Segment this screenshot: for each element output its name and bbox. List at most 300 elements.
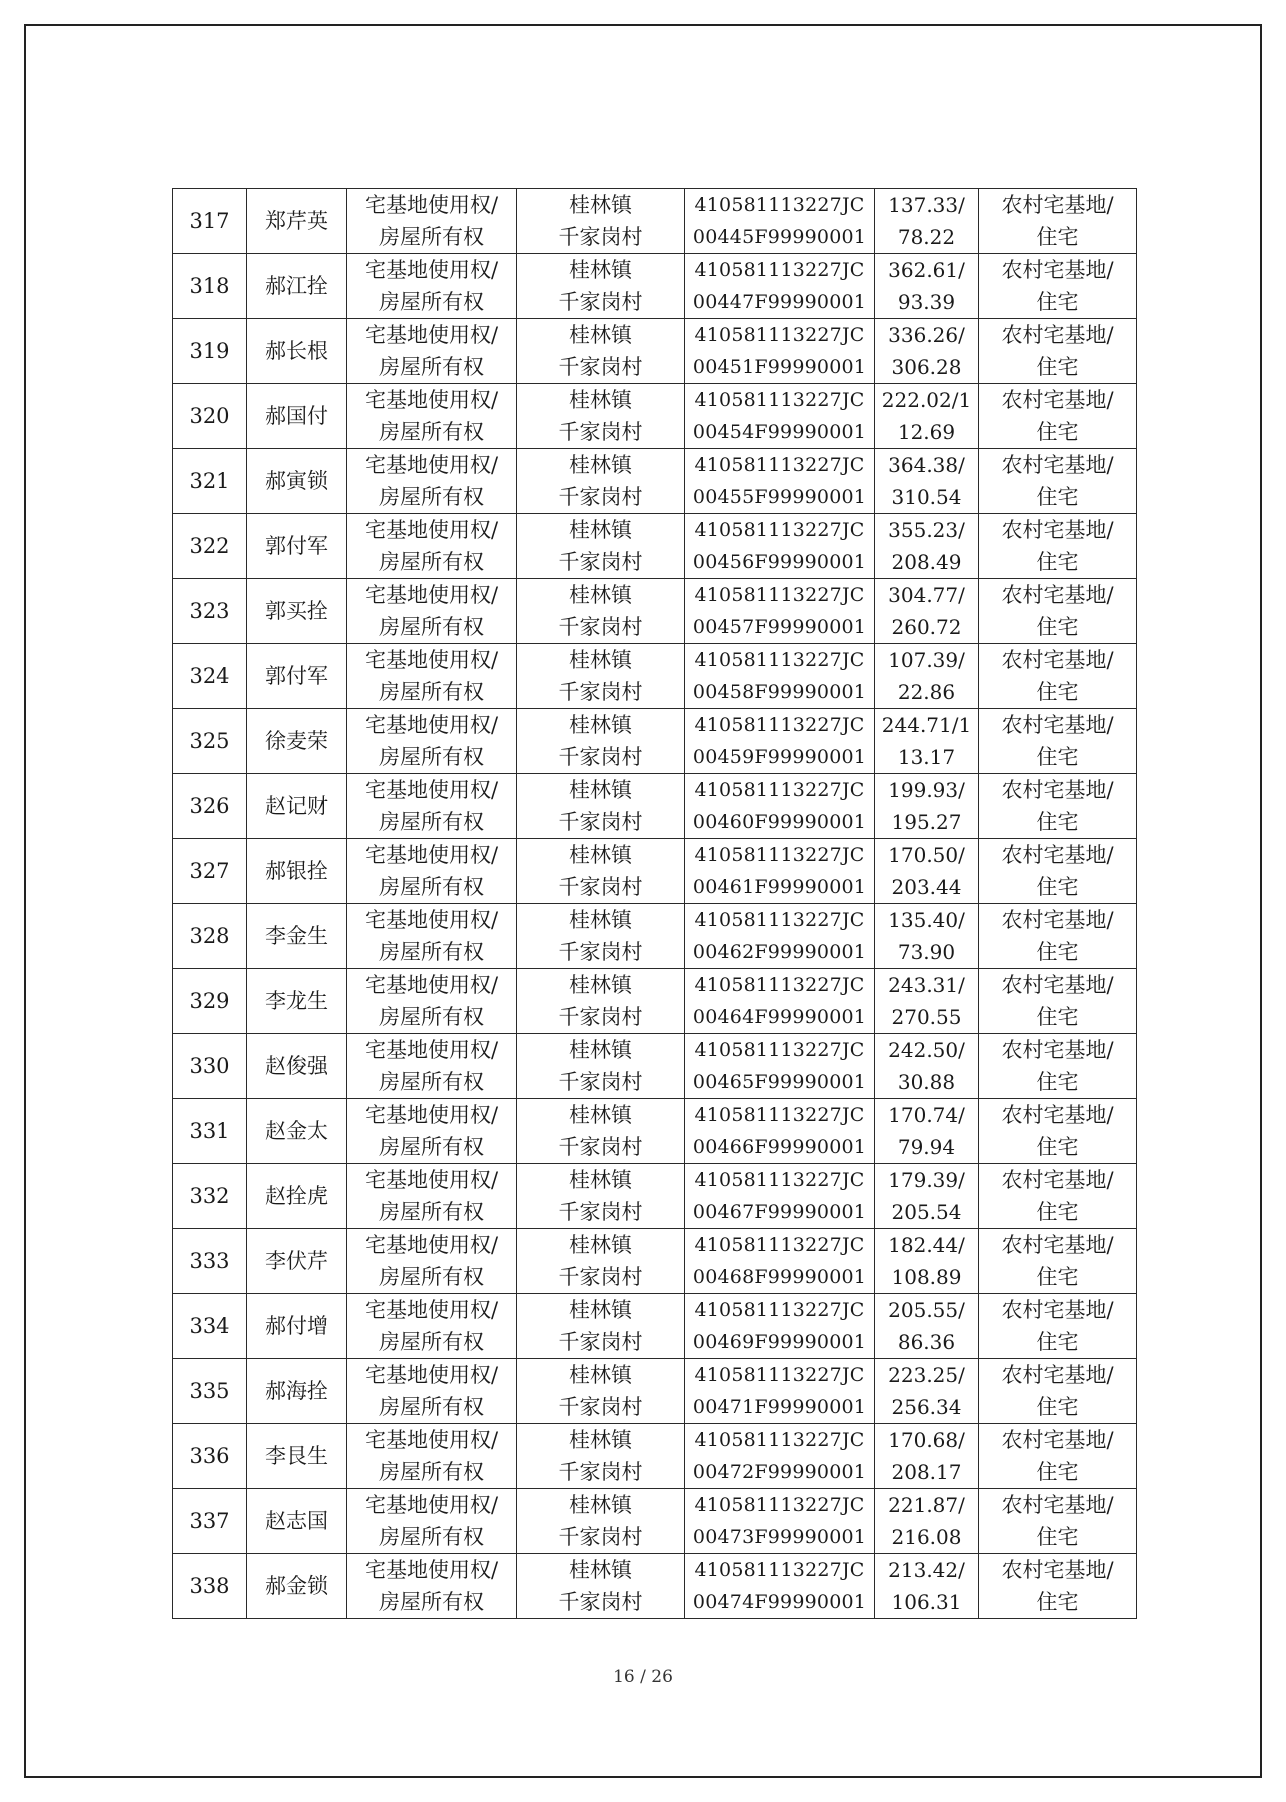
owner-name-cell-line-1: 赵俊强 (265, 1054, 328, 1078)
area-cell-line-2: 205.54 (891, 1200, 962, 1224)
row-number-cell-line-1: 320 (189, 404, 230, 428)
right-type-cell-line-2: 房屋所有权 (379, 810, 484, 834)
right-type-cell-line-2: 房屋所有权 (379, 1590, 484, 1614)
usage-cell (979, 1294, 1137, 1359)
location-cell-line-2: 千家岗村 (558, 1005, 643, 1029)
right-type-cell-line-2: 房屋所有权 (379, 1265, 484, 1289)
usage-cell-line-2: 住宅 (1036, 1265, 1079, 1289)
location-cell (517, 1554, 685, 1619)
right-type-cell-line-1: 宅基地使用权/ (364, 1298, 499, 1322)
usage-cell-line-1: 农村宅基地/ (1001, 583, 1114, 607)
location-cell (517, 254, 685, 319)
usage-cell-line-1: 农村宅基地/ (1001, 1493, 1114, 1517)
right-type-cell-line-1: 宅基地使用权/ (364, 1038, 499, 1062)
location-cell-line-1: 桂林镇 (569, 1363, 632, 1387)
unit-code-cell-line-2: 00451F99990001 (692, 356, 867, 378)
usage-cell (979, 839, 1137, 904)
area-cell (875, 904, 979, 969)
location-cell (517, 514, 685, 579)
location-cell (517, 1034, 685, 1099)
owner-name-cell (247, 254, 347, 319)
unit-code-cell-line-2: 00458F99990001 (692, 681, 867, 703)
row-number-cell (173, 774, 247, 839)
location-cell-line-2: 千家岗村 (558, 1395, 643, 1419)
usage-cell (979, 1164, 1137, 1229)
unit-code-cell (685, 969, 875, 1034)
right-type-cell-line-2: 房屋所有权 (379, 1395, 484, 1419)
area-cell-line-2: 108.89 (891, 1265, 962, 1289)
unit-code-cell-line-2: 00461F99990001 (692, 876, 867, 898)
usage-cell-line-1: 农村宅基地/ (1001, 453, 1114, 477)
location-cell-line-2: 千家岗村 (558, 680, 643, 704)
right-type-cell-line-1: 宅基地使用权/ (364, 1428, 499, 1452)
unit-code-cell-line-1: 410581113227JC (694, 974, 865, 996)
row-number-cell-line-1: 331 (189, 1119, 230, 1143)
location-cell-line-2: 千家岗村 (558, 1330, 643, 1354)
unit-code-cell (685, 1034, 875, 1099)
usage-cell (979, 189, 1137, 254)
unit-code-cell-line-1: 410581113227JC (694, 324, 865, 346)
area-cell-line-1: 364.38/ (888, 453, 965, 477)
usage-cell (979, 774, 1137, 839)
usage-cell (979, 254, 1137, 319)
unit-code-cell (685, 1489, 875, 1554)
usage-cell-line-2: 住宅 (1036, 550, 1079, 574)
row-number-cell-line-1: 335 (189, 1379, 230, 1403)
unit-code-cell-line-2: 00474F99990001 (692, 1591, 867, 1613)
usage-cell-line-2: 住宅 (1036, 355, 1079, 379)
unit-code-cell-line-2: 00473F99990001 (692, 1526, 867, 1548)
area-cell-line-1: 242.50/ (888, 1038, 965, 1062)
right-type-cell-line-2: 房屋所有权 (379, 875, 484, 899)
area-cell-line-2: 310.54 (891, 485, 962, 509)
area-cell-line-1: 182.44/ (888, 1233, 965, 1257)
right-type-cell-line-2: 房屋所有权 (379, 1005, 484, 1029)
area-cell (875, 774, 979, 839)
usage-cell-line-2: 住宅 (1036, 615, 1079, 639)
right-type-cell-line-1: 宅基地使用权/ (364, 908, 499, 932)
location-cell-line-1: 桂林镇 (569, 648, 632, 672)
area-cell-line-2: 93.39 (897, 290, 956, 314)
owner-name-cell-line-1: 郑芹英 (265, 209, 328, 233)
unit-code-cell (685, 384, 875, 449)
table-row (173, 839, 1137, 904)
unit-code-cell (685, 579, 875, 644)
unit-code-cell-line-2: 00471F99990001 (692, 1396, 867, 1418)
owner-name-cell (247, 1554, 347, 1619)
unit-code-cell (685, 254, 875, 319)
area-cell-line-2: 86.36 (897, 1330, 956, 1354)
right-type-cell (347, 774, 517, 839)
location-cell-line-2: 千家岗村 (558, 875, 643, 899)
unit-code-cell-line-2: 00455F99990001 (692, 486, 867, 508)
usage-cell-line-1: 农村宅基地/ (1001, 193, 1114, 217)
location-cell-line-2: 千家岗村 (558, 810, 643, 834)
table-row (173, 189, 1137, 254)
usage-cell (979, 1489, 1137, 1554)
usage-cell (979, 1099, 1137, 1164)
usage-cell-line-2: 住宅 (1036, 1005, 1079, 1029)
right-type-cell-line-1: 宅基地使用权/ (364, 518, 499, 542)
right-type-cell (347, 384, 517, 449)
usage-cell-line-2: 住宅 (1036, 875, 1079, 899)
right-type-cell-line-1: 宅基地使用权/ (364, 843, 499, 867)
owner-name-cell (247, 514, 347, 579)
row-number-cell-line-1: 332 (189, 1184, 230, 1208)
location-cell-line-1: 桂林镇 (569, 908, 632, 932)
right-type-cell-line-1: 宅基地使用权/ (364, 388, 499, 412)
location-cell-line-2: 千家岗村 (558, 225, 643, 249)
location-cell-line-1: 桂林镇 (569, 973, 632, 997)
unit-code-cell-line-1: 410581113227JC (694, 389, 865, 411)
area-cell-line-1: 244.71/1 (881, 713, 972, 737)
location-cell-line-2: 千家岗村 (558, 1590, 643, 1614)
right-type-cell-line-2: 房屋所有权 (379, 680, 484, 704)
page-number: 16 / 26 (613, 1667, 673, 1687)
unit-code-cell (685, 1229, 875, 1294)
right-type-cell-line-1: 宅基地使用权/ (364, 1103, 499, 1127)
unit-code-cell-line-1: 410581113227JC (694, 714, 865, 736)
owner-name-cell-line-1: 郭买拴 (265, 599, 328, 623)
right-type-cell (347, 1229, 517, 1294)
location-cell-line-1: 桂林镇 (569, 1558, 632, 1582)
owner-name-cell (247, 579, 347, 644)
usage-cell (979, 384, 1137, 449)
right-type-cell-line-1: 宅基地使用权/ (364, 1558, 499, 1582)
owner-name-cell (247, 904, 347, 969)
row-number-cell (173, 1359, 247, 1424)
unit-code-cell-line-1: 410581113227JC (694, 1559, 865, 1581)
location-cell-line-1: 桂林镇 (569, 453, 632, 477)
unit-code-cell-line-1: 410581113227JC (694, 1494, 865, 1516)
location-cell-line-2: 千家岗村 (558, 615, 643, 639)
area-cell-line-2: 79.94 (897, 1135, 956, 1159)
area-cell (875, 1229, 979, 1294)
row-number-cell (173, 1099, 247, 1164)
row-number-cell (173, 254, 247, 319)
area-cell (875, 579, 979, 644)
table-row (173, 319, 1137, 384)
area-cell (875, 1554, 979, 1619)
area-cell-line-2: 208.17 (891, 1460, 962, 1484)
row-number-cell-line-1: 322 (189, 534, 230, 558)
table-row (173, 1164, 1137, 1229)
unit-code-cell (685, 644, 875, 709)
right-type-cell-line-2: 房屋所有权 (379, 1200, 484, 1224)
location-cell (517, 1294, 685, 1359)
unit-code-cell-line-2: 00465F99990001 (692, 1071, 867, 1093)
area-cell (875, 1164, 979, 1229)
usage-cell-line-2: 住宅 (1036, 745, 1079, 769)
right-type-cell-line-1: 宅基地使用权/ (364, 973, 499, 997)
unit-code-cell-line-1: 410581113227JC (694, 1169, 865, 1191)
right-type-cell-line-2: 房屋所有权 (379, 290, 484, 314)
owner-name-cell-line-1: 赵金太 (265, 1119, 328, 1143)
location-cell (517, 709, 685, 774)
area-cell-line-1: 135.40/ (888, 908, 965, 932)
table-row (173, 709, 1137, 774)
usage-cell-line-2: 住宅 (1036, 1525, 1079, 1549)
area-cell (875, 384, 979, 449)
location-cell-line-1: 桂林镇 (569, 388, 632, 412)
location-cell-line-1: 桂林镇 (569, 323, 632, 347)
area-cell-line-2: 22.86 (897, 680, 956, 704)
area-cell-line-1: 137.33/ (888, 193, 965, 217)
usage-cell-line-1: 农村宅基地/ (1001, 1168, 1114, 1192)
usage-cell-line-2: 住宅 (1036, 940, 1079, 964)
row-number-cell-line-1: 328 (189, 924, 230, 948)
right-type-cell-line-2: 房屋所有权 (379, 420, 484, 444)
usage-cell-line-1: 农村宅基地/ (1001, 1233, 1114, 1257)
table-row (173, 1034, 1137, 1099)
location-cell-line-2: 千家岗村 (558, 420, 643, 444)
owner-name-cell-line-1: 郝江拴 (265, 274, 328, 298)
right-type-cell-line-2: 房屋所有权 (379, 1460, 484, 1484)
usage-cell-line-1: 农村宅基地/ (1001, 908, 1114, 932)
table-row (173, 969, 1137, 1034)
location-cell (517, 1489, 685, 1554)
table-row (173, 1294, 1137, 1359)
usage-cell-line-1: 农村宅基地/ (1001, 1038, 1114, 1062)
table-row (173, 1489, 1137, 1554)
right-type-cell (347, 709, 517, 774)
location-cell (517, 969, 685, 1034)
row-number-cell-line-1: 321 (189, 469, 230, 493)
area-cell-line-2: 203.44 (891, 875, 962, 899)
right-type-cell-line-1: 宅基地使用权/ (364, 1168, 499, 1192)
row-number-cell-line-1: 336 (189, 1444, 230, 1468)
area-cell (875, 1359, 979, 1424)
right-type-cell-line-2: 房屋所有权 (379, 1135, 484, 1159)
location-cell-line-2: 千家岗村 (558, 940, 643, 964)
usage-cell-line-2: 住宅 (1036, 1590, 1079, 1614)
location-cell (517, 189, 685, 254)
row-number-cell-line-1: 327 (189, 859, 230, 883)
unit-code-cell-line-1: 410581113227JC (694, 584, 865, 606)
table-row (173, 1359, 1137, 1424)
owner-name-cell-line-1: 郭付军 (265, 534, 328, 558)
right-type-cell-line-2: 房屋所有权 (379, 1525, 484, 1549)
table-row (173, 644, 1137, 709)
right-type-cell (347, 319, 517, 384)
row-number-cell-line-1: 333 (189, 1249, 230, 1273)
location-cell (517, 774, 685, 839)
usage-cell-line-2: 住宅 (1036, 1330, 1079, 1354)
unit-code-cell-line-2: 00469F99990001 (692, 1331, 867, 1353)
row-number-cell-line-1: 325 (189, 729, 230, 753)
area-cell-line-2: 13.17 (897, 745, 956, 769)
owner-name-cell (247, 774, 347, 839)
area-cell (875, 839, 979, 904)
area-cell (875, 1099, 979, 1164)
location-cell-line-1: 桂林镇 (569, 778, 632, 802)
row-number-cell-line-1: 318 (189, 274, 230, 298)
owner-name-cell-line-1: 郝金锁 (265, 1574, 328, 1598)
owner-name-cell (247, 1099, 347, 1164)
area-cell-line-1: 362.61/ (888, 258, 965, 282)
unit-code-cell-line-2: 00460F99990001 (692, 811, 867, 833)
table-row (173, 904, 1137, 969)
usage-cell (979, 1359, 1137, 1424)
table-body (173, 189, 1137, 1619)
location-cell-line-1: 桂林镇 (569, 843, 632, 867)
location-cell-line-1: 桂林镇 (569, 258, 632, 282)
row-number-cell (173, 384, 247, 449)
owner-name-cell (247, 969, 347, 1034)
row-number-cell (173, 709, 247, 774)
usage-cell (979, 1554, 1137, 1619)
usage-cell (979, 709, 1137, 774)
row-number-cell (173, 579, 247, 644)
usage-cell (979, 579, 1137, 644)
location-cell-line-1: 桂林镇 (569, 1428, 632, 1452)
location-cell-line-2: 千家岗村 (558, 1200, 643, 1224)
usage-cell (979, 1229, 1137, 1294)
right-type-cell-line-1: 宅基地使用权/ (364, 453, 499, 477)
unit-code-cell-line-1: 410581113227JC (694, 1364, 865, 1386)
location-cell (517, 1424, 685, 1489)
area-cell-line-1: 107.39/ (888, 648, 965, 672)
right-type-cell (347, 514, 517, 579)
unit-code-cell-line-1: 410581113227JC (694, 1039, 865, 1061)
area-cell-line-1: 355.23/ (888, 518, 965, 542)
area-cell-line-2: 306.28 (891, 355, 962, 379)
owner-name-cell-line-1: 赵志国 (265, 1509, 328, 1533)
row-number-cell-line-1: 324 (189, 664, 230, 688)
right-type-cell (347, 254, 517, 319)
unit-code-cell (685, 514, 875, 579)
area-cell-line-2: 195.27 (891, 810, 962, 834)
area-cell-line-2: 78.22 (897, 225, 956, 249)
area-cell-line-2: 208.49 (891, 550, 962, 574)
area-cell-line-2: 12.69 (897, 420, 956, 444)
location-cell (517, 644, 685, 709)
owner-name-cell (247, 1424, 347, 1489)
usage-cell-line-2: 住宅 (1036, 1070, 1079, 1094)
area-cell-line-1: 223.25/ (888, 1363, 965, 1387)
unit-code-cell-line-1: 410581113227JC (694, 909, 865, 931)
row-number-cell (173, 1424, 247, 1489)
unit-code-cell-line-2: 00462F99990001 (692, 941, 867, 963)
table-row (173, 449, 1137, 514)
row-number-cell (173, 904, 247, 969)
right-type-cell-line-2: 房屋所有权 (379, 940, 484, 964)
area-cell-line-2: 270.55 (891, 1005, 962, 1029)
right-type-cell (347, 189, 517, 254)
row-number-cell (173, 839, 247, 904)
row-number-cell (173, 1034, 247, 1099)
usage-cell-line-1: 农村宅基地/ (1001, 843, 1114, 867)
usage-cell-line-2: 住宅 (1036, 1200, 1079, 1224)
table-row (173, 1099, 1137, 1164)
right-type-cell-line-1: 宅基地使用权/ (364, 713, 499, 737)
unit-code-cell (685, 839, 875, 904)
right-type-cell-line-1: 宅基地使用权/ (364, 1363, 499, 1387)
unit-code-cell-line-1: 410581113227JC (694, 1429, 865, 1451)
right-type-cell (347, 1424, 517, 1489)
unit-code-cell (685, 449, 875, 514)
usage-cell (979, 1034, 1137, 1099)
usage-cell-line-1: 农村宅基地/ (1001, 388, 1114, 412)
right-type-cell-line-2: 房屋所有权 (379, 225, 484, 249)
owner-name-cell (247, 1489, 347, 1554)
owner-name-cell-line-1: 李伏芹 (265, 1249, 328, 1273)
row-number-cell-line-1: 337 (189, 1509, 230, 1533)
unit-code-cell (685, 189, 875, 254)
unit-code-cell-line-2: 00464F99990001 (692, 1006, 867, 1028)
unit-code-cell (685, 319, 875, 384)
area-cell (875, 709, 979, 774)
location-cell-line-1: 桂林镇 (569, 583, 632, 607)
area-cell (875, 514, 979, 579)
right-type-cell (347, 839, 517, 904)
owner-name-cell-line-1: 郝海拴 (265, 1379, 328, 1403)
area-cell (875, 644, 979, 709)
location-cell (517, 449, 685, 514)
usage-cell-line-2: 住宅 (1036, 680, 1079, 704)
table-row (173, 774, 1137, 839)
usage-cell-line-1: 农村宅基地/ (1001, 1103, 1114, 1127)
unit-code-cell-line-2: 00454F99990001 (692, 421, 867, 443)
unit-code-cell (685, 1424, 875, 1489)
owner-name-cell-line-1: 郝寅锁 (265, 469, 328, 493)
location-cell (517, 904, 685, 969)
usage-cell-line-1: 农村宅基地/ (1001, 1558, 1114, 1582)
unit-code-cell-line-2: 00459F99990001 (692, 746, 867, 768)
usage-cell-line-1: 农村宅基地/ (1001, 1428, 1114, 1452)
area-cell (875, 969, 979, 1034)
unit-code-cell-line-2: 00467F99990001 (692, 1201, 867, 1223)
table-row (173, 384, 1137, 449)
area-cell-line-2: 30.88 (897, 1070, 956, 1094)
usage-cell-line-2: 住宅 (1036, 485, 1079, 509)
location-cell-line-2: 千家岗村 (558, 1135, 643, 1159)
right-type-cell-line-2: 房屋所有权 (379, 1330, 484, 1354)
unit-code-cell-line-1: 410581113227JC (694, 194, 865, 216)
usage-cell (979, 969, 1137, 1034)
location-cell-line-2: 千家岗村 (558, 550, 643, 574)
area-cell-line-2: 106.31 (891, 1590, 962, 1614)
row-number-cell-line-1: 330 (189, 1054, 230, 1078)
right-type-cell-line-1: 宅基地使用权/ (364, 1493, 499, 1517)
owner-name-cell (247, 839, 347, 904)
area-cell-line-2: 216.08 (891, 1525, 962, 1549)
right-type-cell (347, 449, 517, 514)
area-cell (875, 1034, 979, 1099)
right-type-cell (347, 1294, 517, 1359)
unit-code-cell (685, 774, 875, 839)
unit-code-cell (685, 709, 875, 774)
owner-name-cell-line-1: 郝国付 (265, 404, 328, 428)
usage-cell (979, 1424, 1137, 1489)
unit-code-cell (685, 904, 875, 969)
right-type-cell-line-2: 房屋所有权 (379, 615, 484, 639)
owner-name-cell-line-1: 李龙生 (265, 989, 328, 1013)
usage-cell-line-2: 住宅 (1036, 1135, 1079, 1159)
usage-cell-line-2: 住宅 (1036, 810, 1079, 834)
area-cell-line-1: 304.77/ (888, 583, 965, 607)
right-type-cell (347, 1359, 517, 1424)
unit-code-cell-line-1: 410581113227JC (694, 1234, 865, 1256)
area-cell (875, 1294, 979, 1359)
right-type-cell-line-1: 宅基地使用权/ (364, 193, 499, 217)
usage-cell-line-2: 住宅 (1036, 1395, 1079, 1419)
row-number-cell-line-1: 317 (189, 209, 230, 233)
location-cell-line-2: 千家岗村 (558, 1265, 643, 1289)
location-cell (517, 839, 685, 904)
location-cell-line-2: 千家岗村 (558, 1460, 643, 1484)
owner-name-cell-line-1: 郭付军 (265, 664, 328, 688)
